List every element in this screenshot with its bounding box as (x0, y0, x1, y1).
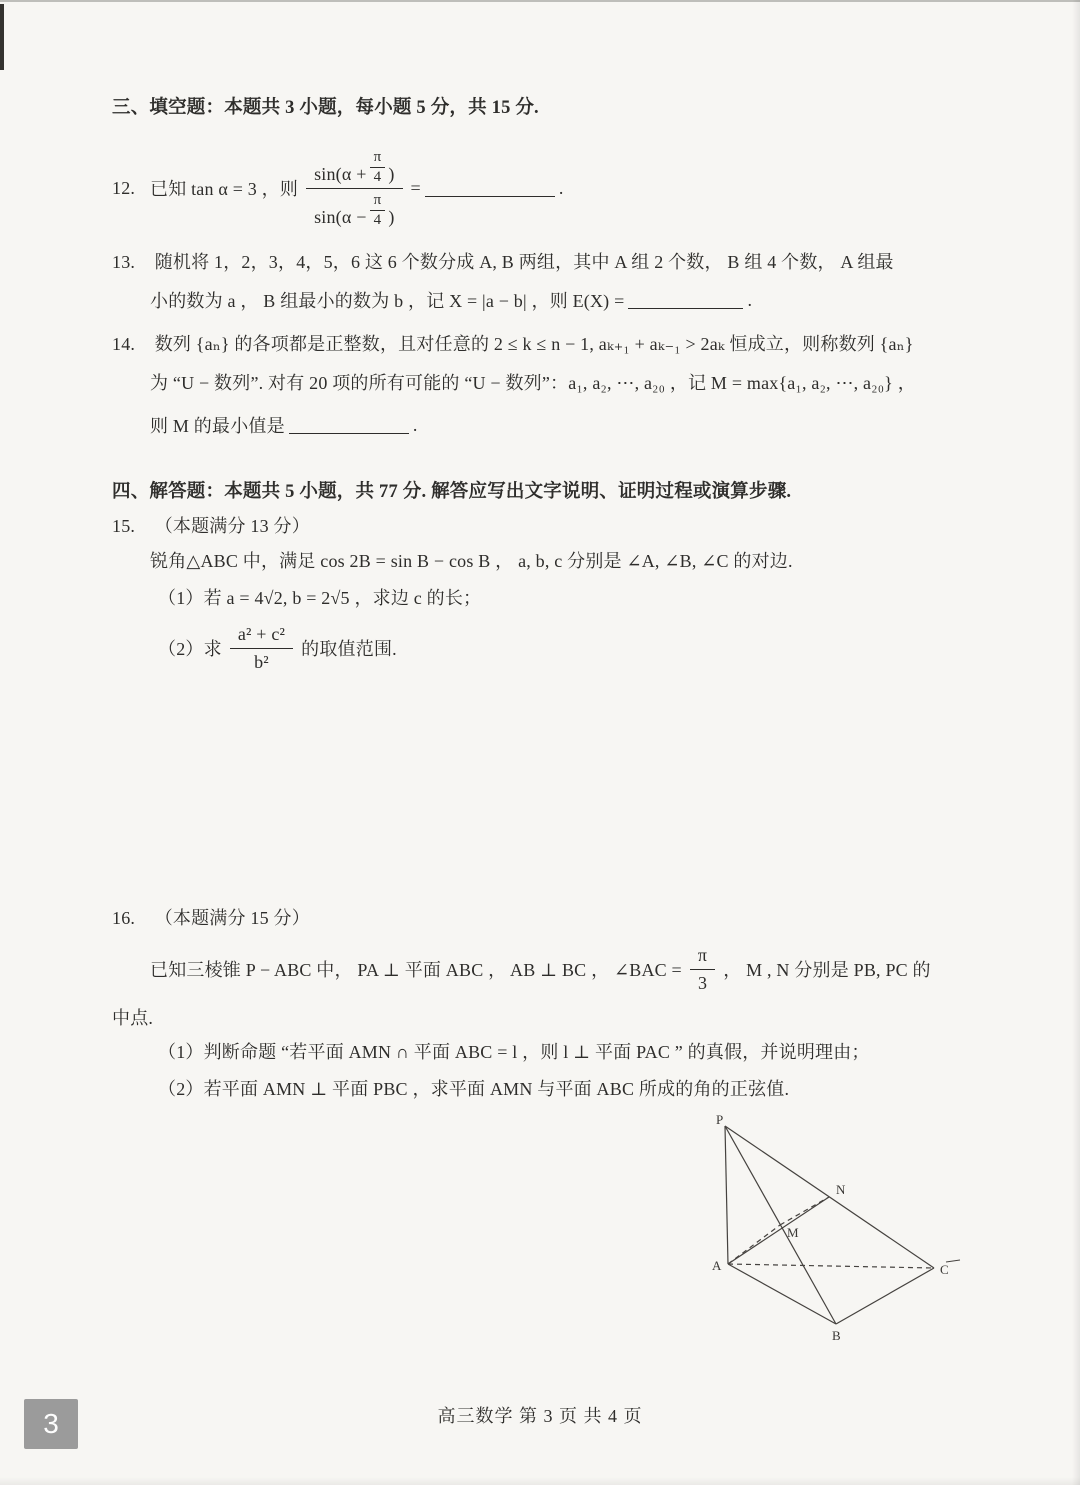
q12-lead-text: 已知 tan α = 3 ，则 (150, 179, 299, 199)
question-15-part-1: （1）若 a = 4√2, b = 2√5 ，求边 c 的长； (158, 588, 482, 608)
question-16-part-1: （1）判断命题 “若平面 AMN ∩ 平面 ABC = l ，则 l ⊥ 平面 PAC ” 的真假，并说明理由； (158, 1042, 870, 1062)
edge-PA (725, 1126, 728, 1264)
question-15-header (112, 514, 310, 538)
q13-number: 13. (112, 252, 136, 272)
q16-angle-fraction (690, 944, 715, 994)
question-14-line-2: 为 “U − 数列”. 对有 20 项的所有可能的 “U − 数列”：a₁, a₂, ⋯, a₂₀ ，记 M = max{a₁, a₂, ⋯, a₂₀} ， (150, 373, 916, 393)
q13-line2-text: 小的数为 a ， B 组最小的数为 b ，记 X = |a − b| ，则 E(X) = (150, 291, 625, 311)
q12-number: 12. (112, 177, 136, 198)
question-16-line-1 (150, 940, 931, 998)
q12-num-pi-over-4 (370, 149, 386, 185)
q15-number: 15. (112, 516, 136, 536)
q16-title: （本题满分 15 分） (154, 908, 310, 928)
q12-num-four: 4 (373, 168, 382, 185)
question-13-line-2 (150, 287, 752, 313)
page-footer: 高三数学 第 3 页 共 4 页 (437, 1406, 643, 1426)
question-15-part-2 (158, 616, 397, 680)
q12-equals: = (410, 177, 421, 198)
q12-num-pre: sin(α + (314, 164, 367, 184)
q15-title: （本题满分 13 分） (154, 516, 310, 536)
q12-period: . (558, 177, 564, 198)
edge-BC (836, 1268, 934, 1324)
q15-frac-numerator: a² + c² (230, 623, 293, 649)
segment-AN (728, 1197, 829, 1264)
q12-fraction-denominator (306, 189, 402, 228)
q13-answer-blank (628, 291, 743, 310)
q12-num-post: ) (388, 164, 395, 184)
q12-fraction-numerator (306, 148, 402, 189)
q16-frac-denominator: 3 (697, 973, 708, 993)
vertex-label-M: M (787, 1225, 799, 1240)
q16-frac-numerator: π (690, 944, 715, 970)
segment-MN-hidden (780, 1197, 829, 1225)
tetrahedron-svg (688, 1112, 998, 1352)
edge-AC-hidden (728, 1264, 934, 1268)
q12-den-post: ) (388, 207, 395, 227)
tetrahedron-figure (688, 1112, 998, 1352)
q14-line3-text: 则 M 的最小值是 (150, 416, 285, 436)
page-number-badge: 3 (24, 1399, 78, 1449)
q14-number: 14. (112, 334, 136, 354)
q12-den-pi: π (370, 192, 386, 211)
q13-line1-text: 随机将 1，2，3，4，5，6 这 6 个数分成 A, B 两组，其中 A 组 2 个数， B 组 4 个数， A 组最 (154, 252, 894, 272)
segment-AM-hidden (728, 1225, 780, 1264)
question-13-line-1 (112, 250, 894, 274)
q15-part2-lead: （2）求 (158, 639, 222, 659)
section-answer-heading: 四、解答题：本题共 5 小题，共 77 分. 解答应写出文字说明、证明过程或演算步骤. (112, 482, 792, 502)
q12-answer-blank (425, 179, 555, 198)
vertex-label-A: A (712, 1258, 722, 1273)
vertex-label-C: C (940, 1262, 949, 1277)
question-15-line-1: 锐角△ABC 中，满足 cos 2B = sin B − cos B ， a, b, c 分别是 ∠A, ∠B, ∠C 的对边. (150, 551, 793, 571)
q15-frac-denominator: b² (254, 652, 269, 672)
q13-period: . (747, 289, 753, 310)
scan-left-mark-artifact (0, 4, 4, 70)
question-14-line-1 (112, 332, 914, 356)
vertex-label-B: B (832, 1328, 841, 1343)
q16-line1-lead: 已知三棱锥 P − ABC 中， PA ⊥ 平面 ABC ， AB ⊥ BC ， ∠BAC = (150, 960, 682, 980)
q14-line1-text: 数列 {aₙ} 的各项都是正整数，且对任意的 2 ≤ k ≤ n − 1, aₖ₊₁ + aₖ₋₁ > 2aₖ 恒成立，则称数列 {aₙ} (154, 334, 914, 354)
q12-den-pi-over-4 (370, 192, 386, 228)
edge-PC (725, 1126, 934, 1268)
q16-number: 16. (112, 908, 136, 928)
scan-bottom-shade (0, 1477, 1080, 1485)
vertex-label-P: P (716, 1112, 724, 1127)
vertex-label-N: N (836, 1182, 846, 1197)
q12-den-four: 4 (373, 211, 382, 228)
scan-top-edge-artifact (0, 0, 1080, 2)
question-14-line-3 (150, 412, 418, 438)
question-16-line-2: 中点. (112, 1008, 154, 1028)
scan-right-shade (1072, 0, 1080, 1485)
q14-period: . (412, 414, 418, 435)
question-16-header (112, 906, 310, 930)
question-16-part-2: （2）若平面 AMN ⊥ 平面 PBC ，求平面 AMN 与平面 ABC 所成的角的正弦值. (158, 1079, 790, 1099)
section-fill-heading: 三、填空题：本题共 3 小题，每小题 5 分，共 15 分. (112, 98, 539, 118)
q12-den-pre: sin(α − (314, 207, 367, 227)
q12-fraction (306, 148, 402, 228)
q16-line1-tail: ， M , N 分别是 PB, PC 的 (723, 960, 931, 980)
q15-part2-tail: 的取值范围. (301, 639, 397, 659)
q14-answer-blank (289, 416, 409, 435)
q15-part2-fraction (230, 623, 293, 673)
question-12 (112, 140, 564, 236)
q12-num-pi: π (370, 149, 386, 168)
